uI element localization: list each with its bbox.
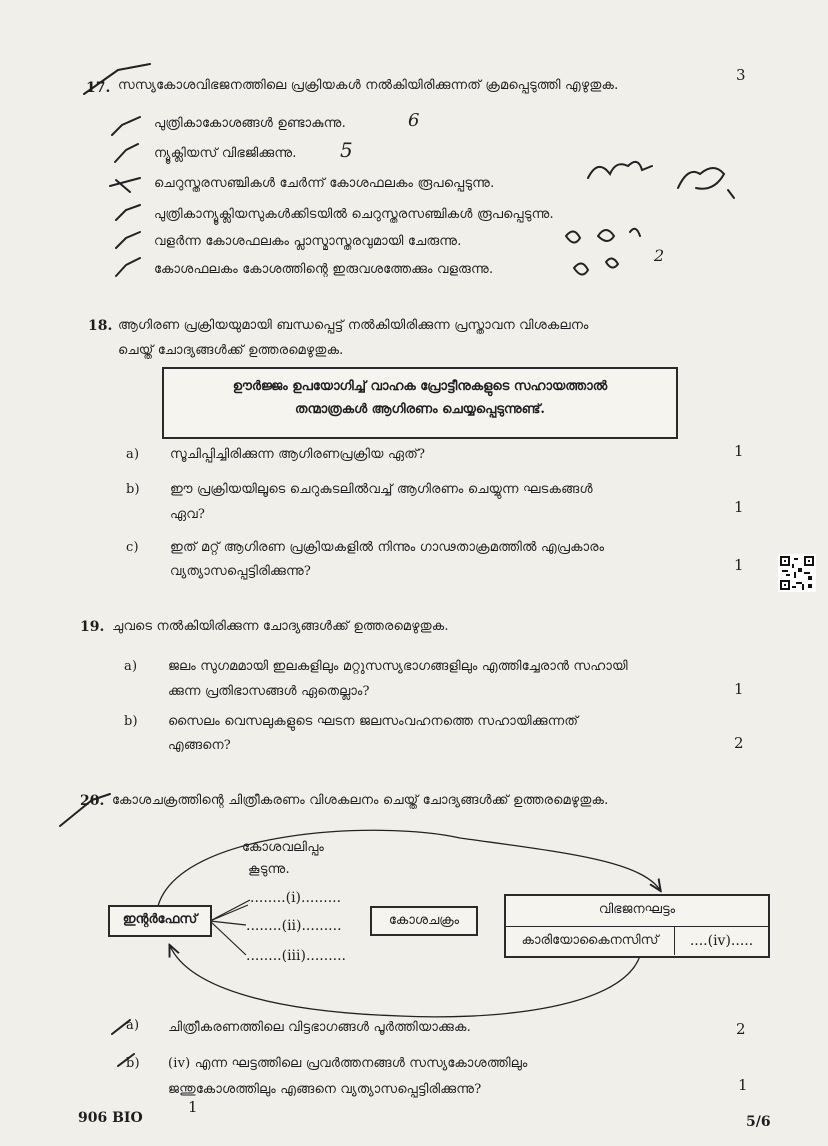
q19a-marks: 1 (734, 680, 744, 698)
blank-ii: ........(ii)......... (246, 918, 342, 934)
q20a-label: a) (126, 1018, 140, 1033)
q17-item-6-note: 2 (654, 246, 665, 265)
q18-box-line1: ഊർജ്ജം ഉപയോഗിച്ച് വാഹക പ്രോട്ടീനുകളുടെ സഹായത്താൽ (232, 379, 608, 394)
division-phase-box (504, 894, 770, 958)
q17-item-2: ന്യൂക്ലിയസ് വിഭജിക്കുന്നു. (154, 146, 297, 161)
q18c-line1: ഇത് മറ്റ് ആഗിരണ പ്രക്രിയകളിൽ നിന്നും ഗാഢതാക്രമത്തിൽ എപ്രകാരം (170, 540, 605, 555)
q19a-label: a) (124, 659, 138, 674)
q17-item-6: കോശഫലകം കോശത്തിന്റെ ഇരുവശത്തേക്കും വളരുന്നു. (154, 262, 494, 277)
division-phase-label: വിഭജനഘട്ടം (506, 896, 768, 927)
q18b-line1: ഈ പ്രക്രിയയിലൂടെ ചെറുകുടലിൽവച്ച് ആഗിരണം ചെയ്യുന്ന ഘടകങ്ങൾ (170, 482, 593, 497)
q18c-marks: 1 (734, 556, 744, 574)
q17-item-3: ചെറുസ്തരസഞ്ചികൾ ചേർന്ന് കോശഫലകം രൂപപ്പെടുന്നു. (154, 176, 495, 191)
q19b-line1: സൈലം വെസലുകളുടെ ഘടന ജലസംവഹനത്തെ സഹായിക്കുന്നത് (168, 714, 579, 729)
handwritten-mark: 1 (188, 1098, 198, 1116)
q18-intro-line2: ചെയ്ത് ചോദ്യങ്ങൾക്ക് ഉത്തരമെഴുതുക. (118, 343, 344, 358)
q17-marks: 3 (736, 66, 746, 84)
q19-number: 19. (80, 619, 105, 635)
q17-item-1: പുത്രികാകോശങ്ങൾ ഉണ്ടാകുന്നു. (154, 116, 346, 131)
cell-size-line1: കോശവലിപ്പം (242, 840, 324, 855)
q18a-text: സൂചിപ്പിച്ചിരിക്കുന്ന ആഗിരണപ്രക്രിയ ഏത്? (170, 447, 426, 462)
page-number: 5/6 (746, 1114, 771, 1130)
paper-code: 906 BIO (78, 1110, 143, 1126)
cell-cycle-box: കോശചക്രം (370, 906, 478, 936)
q18-number: 18. (88, 318, 113, 334)
q18-intro-line1: ആഗിരണ പ്രക്രിയയുമായി ബന്ധപ്പെട്ട് നൽകിയിരിക്കുന്ന പ്രസ്താവന വിശകലനം (118, 318, 589, 333)
q20a-marks: 2 (736, 1020, 746, 1038)
cell-size-line2: കൂടുന്നു. (248, 862, 290, 877)
q18b-marks: 1 (734, 498, 744, 516)
q20b-marks: 1 (738, 1076, 748, 1094)
q20-intro: കോശചക്രത്തിന്റെ ചിത്രീകരണം വിശകലനം ചെയ്ത് ചോദ്യങ്ങൾക്ക് ഉത്തരമെഴുതുക. (112, 793, 609, 808)
division-phase-row (506, 927, 768, 955)
q20-number: 20. (80, 793, 105, 809)
q19-intro: ചുവടെ നൽകിയിരിക്കുന്ന ചോദ്യങ്ങൾക്ക് ഉത്തരമെഴുതുക. (112, 619, 449, 634)
q18-box-line2: തന്മാത്രകൾ ആഗിരണം ചെയ്യപ്പെടുന്നുണ്ട്. (295, 402, 545, 417)
branch-line-2 (210, 905, 248, 921)
karyokinesis-cell: കാരിയോകൈനസിസ് (506, 927, 675, 955)
q20b-label: b) (126, 1056, 140, 1071)
blank-i: ........(i)......... (250, 890, 342, 906)
q18b-label: b) (126, 482, 140, 497)
blank-iii: ........(iii)......... (246, 948, 347, 964)
q18c-line2: വ്യത്യാസപ്പെട്ടിരിക്കുന്നു? (170, 564, 312, 579)
q17-number: 17. (86, 80, 111, 96)
q19b-marks: 2 (734, 734, 744, 752)
q19a-line1: ജലം സുഗമമായി ഇലകളിലും മറ്റുസസ്യഭാഗങ്ങളിലും എത്തിച്ചേരാൻ സഹായി (168, 659, 628, 674)
q18a-label: a) (126, 447, 140, 462)
q20b-line1: (iv) എന്ന ഘട്ടത്തിലെ പ്രവർത്തനങ്ങൾ സസ്യകോശത്തിലും (168, 1056, 528, 1071)
q18a-marks: 1 (734, 442, 744, 460)
q17-item-4: പുത്രികാന്യൂക്ലിയസുകൾക്കിടയിൽ ചെറുസ്തരസഞ്ചികൾ രൂപപ്പെടുന്നു. (154, 207, 554, 222)
interphase-box: ഇന്റർഫേസ് (108, 905, 212, 937)
q17-item-1-note: 6 (408, 110, 420, 131)
q20a-text: ചിത്രീകരണത്തിലെ വിട്ടഭാഗങ്ങൾ പൂർത്തിയാക്കുക. (168, 1020, 471, 1035)
blank-iv: ....(iv)..... (689, 933, 754, 949)
q19a-line2: ക്കുന്ന പ്രതിഭാസങ്ങൾ ഏതെല്ലാം? (168, 684, 370, 699)
branch-line-3 (210, 921, 246, 925)
q18b-line2: ഏവ? (170, 507, 205, 522)
q17-question: സസ്യകോശവിഭജനത്തിലെ പ്രക്രിയകൾ നൽകിയിരിക്കുന്നത് ക്രമപ്പെടുത്തി എഴുതുക. (118, 78, 619, 93)
q19b-line2: എങ്ങനെ? (168, 738, 231, 753)
q18c-label: c) (126, 540, 139, 555)
branch-line-4 (210, 921, 246, 955)
q17-item-2-note: 5 (340, 138, 353, 162)
q17-item-5: വളർന്ന കോശഫലകം പ്ലാസ്മാസ്തരവുമായി ചേരുന്നു. (154, 234, 462, 249)
q20b-line2: ജന്തുകോശത്തിലും എങ്ങനെ വ്യത്യാസപ്പെട്ടിരിക്കുന്നു? (168, 1082, 482, 1097)
q19b-label: b) (124, 714, 138, 729)
